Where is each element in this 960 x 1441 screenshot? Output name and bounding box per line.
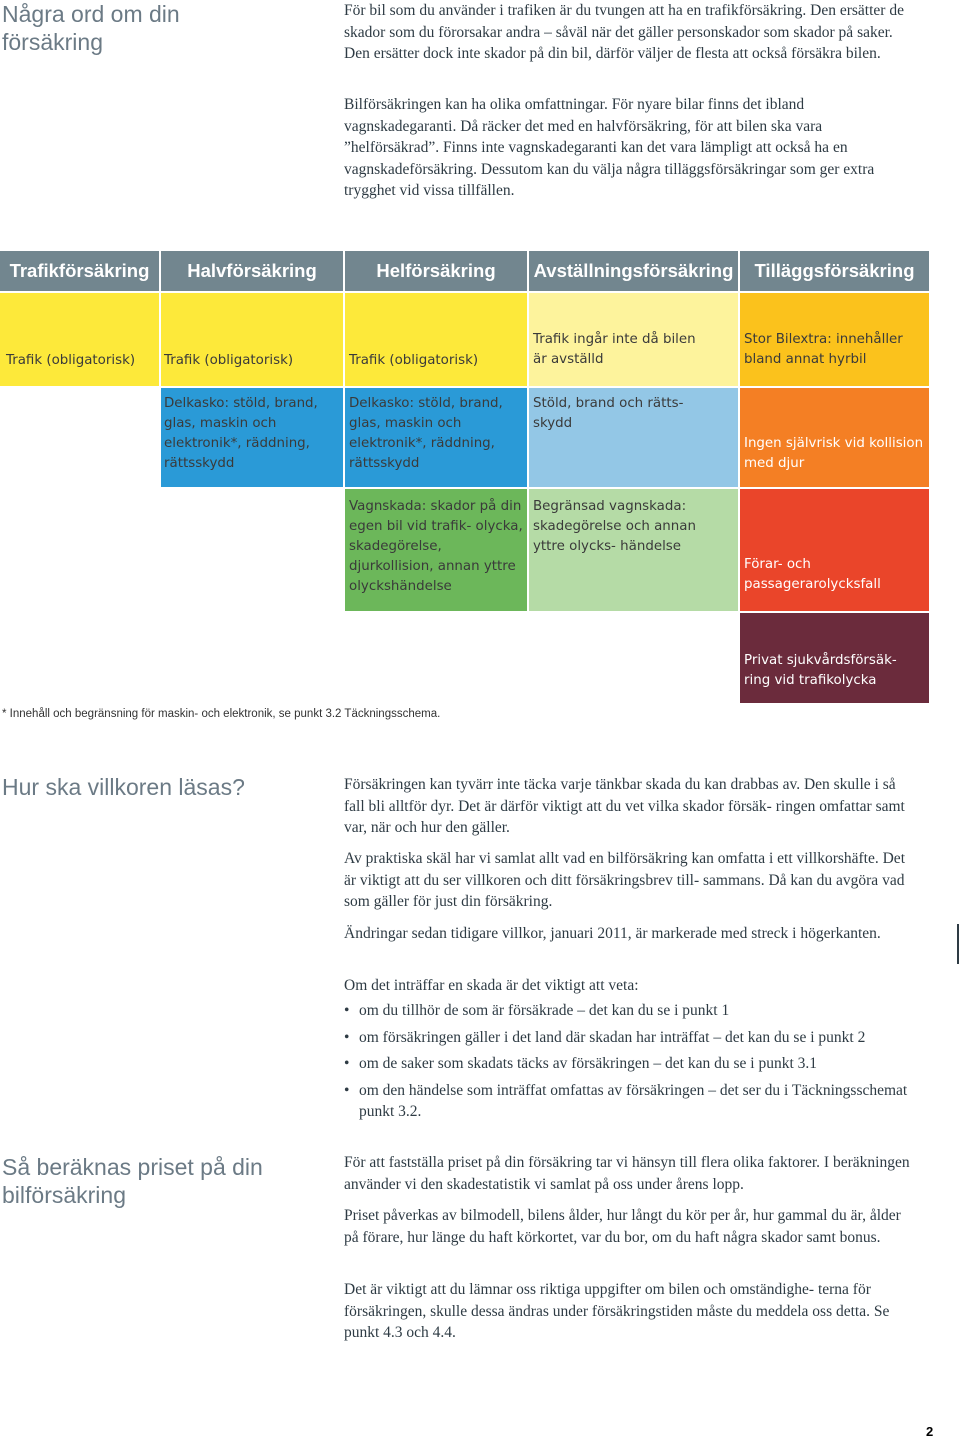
intro-paragraph-2: Bilförsäkringen kan ha olika omfattningar. För nyare bilar finns det ibland vagnskadegaranti. Då räcker det med en halvförsäkring, för att bilen ska vara ”helförsäkrad”. Finns inte vagnskadegaranti kan det vara lämpligt att också ha en vagnskadeförsäkring. Dessutom kan du välja några tilläggsförsäkringar som ger extra trygghet vid vissa tillfällen. xyxy=(344,96,875,199)
cell-tillagg-stor-bilextra: Stor Bilextra: innehåller bland annat hyrbil xyxy=(740,293,929,386)
bullet-icon: • xyxy=(344,1055,350,1072)
cell-tillagg-ingen-sjalvrisk: Ingen självrisk vid kollision med djur xyxy=(740,388,929,487)
cell-hel-vagnskada: Vagnskada: skador på din egen bil vid trafik- olycka, skadegörelse, djurkollision, annan yttre olyckshändelse xyxy=(345,489,527,611)
cell-hel-trafik: Trafik (obligatorisk) xyxy=(345,293,527,386)
bullet-icon: • xyxy=(344,1081,350,1099)
bullet-icon: • xyxy=(344,1002,350,1019)
cell-trafik-obligatorisk: Trafik (obligatorisk) xyxy=(0,293,159,386)
list-item-text: om den händelse som inträffat omfattas av försäkringen – det ser du i Täckningsschemat punkt 3.2. xyxy=(359,1081,908,1120)
column-header-avstallning: Avställningsförsäkring xyxy=(529,251,738,291)
list-item xyxy=(344,1027,914,1049)
section-heading-villkor: Hur ska villkoren läsas? xyxy=(2,774,245,800)
table-footnote: * Innehåll och begränsning för maskin- och elektronik, se punkt 3.2 Täckningsschema. xyxy=(2,708,441,720)
villkor-paragraph-4: Om det inträffar en skada är det viktigt att veta: xyxy=(344,977,639,994)
pris-paragraph-3: Det är viktigt att du lämnar oss riktiga uppgifter om bilen och omständighe- terna för försäkringen, skulle dessa ändras under försäkringstiden måste du meddela oss detta. Se punkt 4.3 och 4.4. xyxy=(344,1281,890,1341)
column-header-halv: Halvförsäkring xyxy=(161,251,343,291)
list-item-text: om försäkringen gäller i det land där skadan har inträffat – det kan du se i punkt 2 xyxy=(359,1028,866,1046)
list-item xyxy=(344,1080,914,1123)
section-heading-pris: Så beräknas priset på din bilförsäkring xyxy=(2,1154,263,1208)
villkor-bullet-list xyxy=(344,1000,914,1128)
list-item xyxy=(344,1053,914,1075)
cell-avstallning-trafik: Trafik ingår inte då bilen är avställd xyxy=(529,293,738,386)
villkor-paragraph-3: Ändringar sedan tidigare villkor, januari 2011, är markerade med streck i högerkanten. xyxy=(344,925,881,942)
change-marker xyxy=(957,924,959,964)
cell-halv-delkasko: Delkasko: stöld, brand, glas, maskin och elektronik*, räddning, rättsskydd xyxy=(161,388,343,487)
villkor-paragraph-2: Av praktiska skäl har vi samlat allt vad en bilförsäkring kan omfatta i ett villkorshäfte. Det är viktigt att du ser villkoren och ditt försäkringsbrev till- sammans. Då kan du avgöra vad som gäller för just din försäkring. xyxy=(344,850,905,910)
cell-halv-trafik: Trafik (obligatorisk) xyxy=(161,293,343,386)
villkor-paragraph-1: Försäkringen kan tyvärr inte täcka varje tänkbar skada du kan drabbas av. Den skulle i så fall bli alltför dyr. Det är därför viktigt att du vet vilka skador försäk- ringen omfattar samt var, när och hur den gäller. xyxy=(344,776,905,836)
list-item xyxy=(344,1000,914,1022)
column-header-trafik: Trafikförsäkring xyxy=(0,251,159,291)
cell-avstallning-begransad-vagnskada: Begränsad vagnskada: skadegörelse och annan yttre olycks- händelse xyxy=(529,489,738,611)
list-item-text: om du tillhör de som är försäkrade – det kan du se i punkt 1 xyxy=(359,1002,730,1019)
column-header-hel: Helförsäkring xyxy=(345,251,527,291)
pris-paragraph-2: Priset påverkas av bilmodell, bilens ålder, hur långt du kör per år, hur gammal du är, ålder på förare, hur länge du haft körkortet, var du bor, om du haft några skador samt bonus. xyxy=(344,1207,901,1246)
list-item-text: om de saker som skadats täcks av försäkringen – det kan du se i punkt 3.1 xyxy=(359,1055,818,1072)
cell-hel-delkasko: Delkasko: stöld, brand, glas, maskin och elektronik*, räddning, rättsskydd xyxy=(345,388,527,487)
cell-tillagg-forar-olycksfall: Förar- och passagerarolycksfall xyxy=(740,489,929,611)
bullet-icon: • xyxy=(344,1028,350,1046)
section-heading-intro: Några ord om din försäkring xyxy=(2,1,180,55)
column-header-tillagg: Tilläggsförsäkring xyxy=(740,251,929,291)
pris-paragraph-1: För att fastställa priset på din försäkring tar vi hänsyn till flera olika faktorer. I beräkningen använder vi den skadestatistik vi samlat på oss under årens lopp. xyxy=(344,1154,910,1193)
page-number: 2 xyxy=(926,1424,934,1439)
cell-tillagg-privat-sjukvard: Privat sjukvårdsförsäk- ring vid trafikolycka xyxy=(740,613,929,703)
intro-paragraph-1: För bil som du använder i trafiken är du tvungen att ha en trafikförsäkring. Den ersätter de skador som du förorsakar andra – såväl när det gäller personskador som skador på saker. Den ersätter dock inte skador på din bil, därför väljer de flesta att också försäkra bilen. xyxy=(344,2,904,62)
cell-avstallning-stold: Stöld, brand och rätts- skydd xyxy=(529,388,738,487)
